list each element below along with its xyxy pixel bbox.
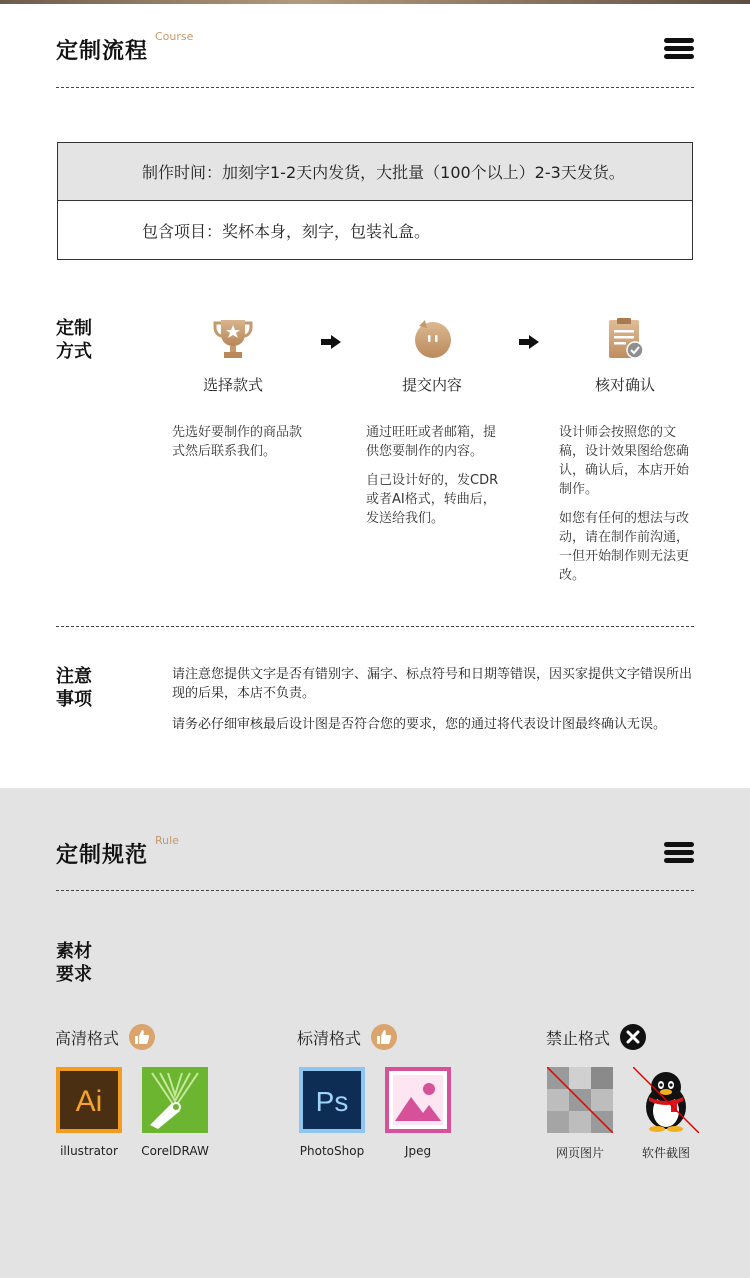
divider: [56, 626, 694, 627]
app-coreldraw: [131, 1067, 219, 1158]
menu-icon[interactable]: [664, 38, 694, 60]
step-select-style: [163, 316, 303, 395]
format-label: 标清格式: [297, 1028, 362, 1048]
divider: [56, 87, 694, 88]
app-caption: Jpeg: [404, 1144, 432, 1158]
info-label: 制作时间：: [141, 163, 222, 182]
menu-icon[interactable]: [664, 842, 694, 864]
illustrator-icon: [56, 1067, 122, 1133]
app-caption: 网页图片: [555, 1146, 604, 1160]
info-value: 奖杯本身，刻字，包装礼盒。: [222, 221, 431, 241]
desc-paragraph: 通过旺旺或者邮箱，提供您要制作的内容。: [366, 425, 497, 459]
format-group-hd: [55, 1024, 155, 1050]
notice-paragraph: 请务必仔细审核最后设计图是否符合您的要求，您的通过将代表设计图最终确认无误。: [172, 717, 667, 732]
thumbs-up-icon: [129, 1024, 155, 1050]
format-label: 高清格式: [55, 1028, 120, 1048]
desc-paragraph: 设计师会按照您的文稿，设计效果图给您确认，确认后，本店开始制作。: [559, 425, 690, 497]
notice-title-line1: 注意: [56, 666, 92, 687]
top-banner-strip: [0, 0, 750, 4]
step-confirm: [555, 316, 695, 395]
section-subtitle: Rule: [155, 834, 179, 847]
section-header-rule: [56, 834, 179, 869]
image-file-icon: [385, 1067, 451, 1133]
section-header-course: [56, 30, 194, 65]
app-caption: illustrator: [60, 1144, 118, 1158]
section-title: 定制流程: [56, 39, 149, 64]
format-group-sd: [297, 1024, 397, 1050]
step-submit-content: [362, 316, 502, 395]
app-photoshop: [288, 1067, 376, 1158]
notice-title: [56, 665, 92, 711]
step-desc-2: [366, 423, 506, 538]
app-screenshot: [622, 1067, 710, 1161]
app-caption: 软件截图: [641, 1146, 690, 1160]
method-title-line1: 定制: [56, 318, 92, 339]
trophy-icon: [211, 316, 255, 360]
forbidden-x-icon: [620, 1024, 646, 1050]
info-label: 包含项目：: [141, 221, 222, 241]
coreldraw-icon: [142, 1067, 208, 1133]
svg-text:Ps: Ps: [315, 1086, 349, 1117]
section-subtitle: Course: [155, 30, 194, 43]
svg-text:Ai: Ai: [75, 1085, 103, 1118]
divider: [56, 890, 694, 891]
desc-paragraph: 先选好要制作的商品款式然后联系我们。: [172, 425, 303, 459]
step-name: 核对确认: [594, 376, 655, 394]
desc-paragraph: 如您有任何的想法与改动，请在制作前沟通，一但开始制作则无法更改。: [559, 511, 690, 583]
material-title: [56, 940, 92, 986]
notice-paragraph: 请注意您提供文字是否有错别字、漏字、标点符号和日期等错误，因买家提供文字错误所出现的后果，本店不负责。: [172, 667, 693, 701]
notice-title-line2: 事项: [56, 689, 92, 710]
info-row-time: [58, 143, 692, 201]
info-table: [57, 142, 693, 260]
step-desc-3: [559, 423, 695, 595]
app-illustrator: [45, 1067, 133, 1158]
arrow-right-icon: [321, 334, 341, 348]
method-title: [56, 317, 92, 363]
section-title: 定制规范: [56, 843, 149, 868]
app-caption: PhotoShop: [299, 1144, 365, 1158]
material-title-line1: 素材: [56, 941, 92, 962]
format-label: 禁止格式: [546, 1028, 611, 1048]
info-row-items: [58, 201, 692, 259]
checklist-icon: [603, 316, 647, 360]
format-group-forbidden: [546, 1024, 646, 1050]
info-value: 加刻字1-2天内发货，大批量（100个以上）2-3天发货。: [222, 163, 625, 182]
step-name: 选择款式: [202, 376, 263, 394]
arrow-right-icon: [519, 334, 539, 348]
app-jpeg: [374, 1067, 462, 1158]
desc-paragraph: 自己设计好的，发CDR或者AI格式，转曲后，发送给我们。: [366, 473, 499, 526]
app-caption: CorelDRAW: [141, 1144, 209, 1158]
step-name: 提交内容: [401, 376, 462, 394]
material-title-line2: 要求: [56, 964, 92, 985]
app-web-image: [536, 1067, 624, 1161]
method-title-line2: 方式: [56, 341, 92, 362]
mosaic-image-icon: [547, 1067, 613, 1133]
thumbs-up-icon: [371, 1024, 397, 1050]
notice-text: [172, 665, 696, 746]
step-desc-1: [172, 423, 312, 471]
chat-bubble-icon: [410, 316, 454, 360]
photoshop-icon: [299, 1067, 365, 1133]
penguin-icon: [633, 1067, 699, 1133]
